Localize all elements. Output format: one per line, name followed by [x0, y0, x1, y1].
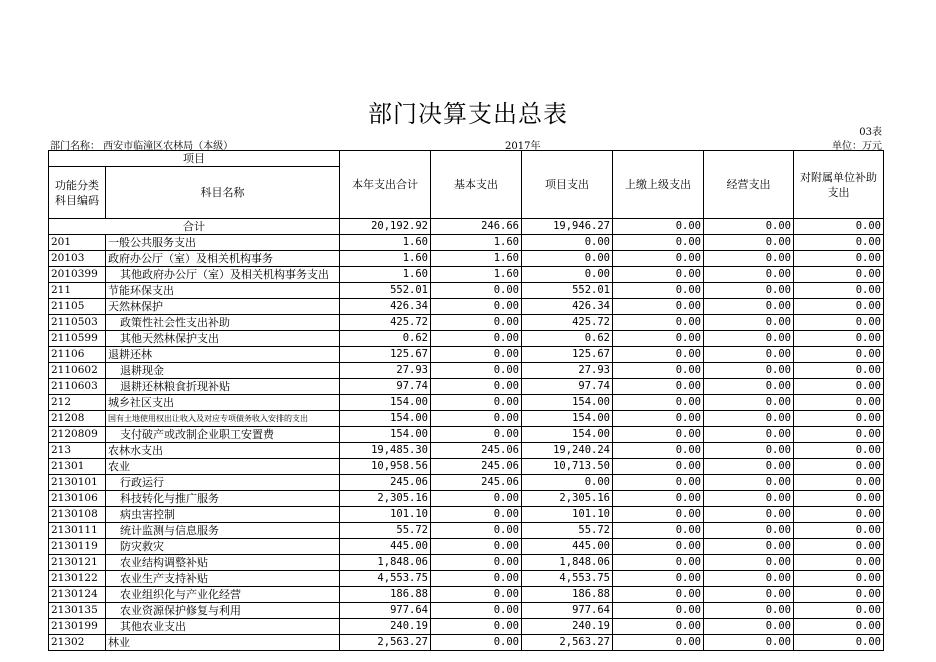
amount-cell: 0.00: [704, 443, 794, 459]
total-value: 0.00: [613, 219, 704, 235]
subject-name: 节能环保支出: [106, 283, 340, 299]
subject-name: 农业: [106, 459, 340, 475]
table-row: [49, 267, 884, 283]
amount-cell: 0.00: [794, 251, 884, 267]
amount-cell: 0.00: [613, 347, 704, 363]
amount-cell: 97.74: [522, 379, 613, 395]
header-business: 经营支出: [704, 151, 794, 219]
amount-cell: 0.00: [431, 523, 522, 539]
amount-cell: 1.60: [431, 251, 522, 267]
amount-cell: 0.00: [794, 507, 884, 523]
amount-cell: 0.00: [522, 251, 613, 267]
amount-cell: 154.00: [522, 411, 613, 427]
amount-cell: 19,485.30: [340, 443, 431, 459]
amount-cell: 0.00: [704, 523, 794, 539]
amount-cell: 977.64: [522, 603, 613, 619]
subject-code: 21208: [49, 411, 106, 427]
subject-code: 2130101: [49, 475, 106, 491]
amount-cell: 0.00: [794, 539, 884, 555]
amount-cell: 0.00: [794, 475, 884, 491]
amount-cell: 0.00: [431, 427, 522, 443]
amount-cell: 1,848.06: [522, 555, 613, 571]
amount-cell: 426.34: [340, 299, 431, 315]
subject-code: 212: [49, 395, 106, 411]
amount-cell: 0.00: [794, 459, 884, 475]
amount-cell: 552.01: [340, 283, 431, 299]
amount-cell: 0.00: [704, 459, 794, 475]
subject-code: 2130108: [49, 507, 106, 523]
subject-code: 2110602: [49, 363, 106, 379]
subject-code: 20103: [49, 251, 106, 267]
table-row: [49, 347, 884, 363]
amount-cell: 425.72: [522, 315, 613, 331]
amount-cell: 0.00: [794, 283, 884, 299]
amount-cell: 0.00: [431, 363, 522, 379]
subject-code: 2010399: [49, 267, 106, 283]
header-basic: 基本支出: [431, 151, 522, 219]
amount-cell: 0.00: [704, 587, 794, 603]
amount-cell: 0.00: [704, 315, 794, 331]
amount-cell: 425.72: [340, 315, 431, 331]
amount-cell: 125.67: [522, 347, 613, 363]
subject-code: 2130111: [49, 523, 106, 539]
amount-cell: 1.60: [431, 235, 522, 251]
amount-cell: 0.00: [613, 443, 704, 459]
amount-cell: 0.00: [431, 571, 522, 587]
table-row: [49, 235, 884, 251]
subject-code: 2130124: [49, 587, 106, 603]
amount-cell: 2,305.16: [340, 491, 431, 507]
amount-cell: 0.00: [794, 315, 884, 331]
subject-code: 2130122: [49, 571, 106, 587]
table-row: [49, 539, 884, 555]
subject-code: 2110503: [49, 315, 106, 331]
amount-cell: 0.00: [794, 267, 884, 283]
amount-cell: 0.00: [431, 331, 522, 347]
amount-cell: 186.88: [340, 587, 431, 603]
amount-cell: 0.00: [613, 411, 704, 427]
table-row: [49, 523, 884, 539]
amount-cell: 27.93: [340, 363, 431, 379]
amount-cell: 0.00: [704, 283, 794, 299]
amount-cell: 0.00: [704, 555, 794, 571]
amount-cell: 0.00: [704, 571, 794, 587]
subject-name: 农业生产支持补贴: [106, 571, 340, 587]
table-row: [49, 571, 884, 587]
amount-cell: 0.00: [794, 395, 884, 411]
amount-cell: 0.00: [794, 443, 884, 459]
subject-code: 2120809: [49, 427, 106, 443]
subject-code: 21301: [49, 459, 106, 475]
subject-name: 科技转化与推广服务: [106, 491, 340, 507]
table-row: [49, 363, 884, 379]
amount-cell: 0.00: [613, 363, 704, 379]
subject-name: 统计监测与信息服务: [106, 523, 340, 539]
amount-cell: 0.00: [794, 331, 884, 347]
subject-code: 2110603: [49, 379, 106, 395]
subject-code: 201: [49, 235, 106, 251]
amount-cell: 245.06: [431, 459, 522, 475]
subject-name: 农林水支出: [106, 443, 340, 459]
amount-cell: 0.00: [794, 363, 884, 379]
amount-cell: 0.00: [613, 507, 704, 523]
expenditure-table: [48, 150, 884, 651]
amount-cell: 0.00: [704, 251, 794, 267]
amount-cell: 2,305.16: [522, 491, 613, 507]
subject-name: 政府办公厅（室）及相关机构事务: [106, 251, 340, 267]
subject-name: 农业结构调整补贴: [106, 555, 340, 571]
amount-cell: 0.00: [431, 395, 522, 411]
table-row: [49, 427, 884, 443]
header-code: 功能分类科目编码: [49, 167, 106, 219]
amount-cell: 1.60: [431, 267, 522, 283]
amount-cell: 0.00: [794, 411, 884, 427]
table-number-tag: 03表: [859, 127, 882, 138]
amount-cell: 0.00: [794, 347, 884, 363]
table-row: [49, 379, 884, 395]
subject-name: 病虫害控制: [106, 507, 340, 523]
amount-cell: 101.10: [340, 507, 431, 523]
amount-cell: 0.00: [613, 331, 704, 347]
subject-code: 21105: [49, 299, 106, 315]
subject-code: 21302: [49, 635, 106, 651]
table-row: [49, 475, 884, 491]
amount-cell: 0.00: [613, 395, 704, 411]
amount-cell: 0.62: [522, 331, 613, 347]
table-row: [49, 587, 884, 603]
amount-cell: 0.00: [704, 347, 794, 363]
amount-cell: 1.60: [340, 251, 431, 267]
amount-cell: 0.00: [613, 251, 704, 267]
amount-cell: 0.00: [704, 395, 794, 411]
amount-cell: 0.00: [704, 331, 794, 347]
amount-cell: 0.00: [613, 539, 704, 555]
header-subsidy: 对附属单位补助支出: [794, 151, 884, 219]
amount-cell: 0.00: [794, 299, 884, 315]
amount-cell: 0.00: [613, 315, 704, 331]
amount-cell: 0.00: [613, 427, 704, 443]
amount-cell: 0.00: [794, 379, 884, 395]
amount-cell: 0.00: [704, 363, 794, 379]
amount-cell: 0.00: [704, 603, 794, 619]
table-row: [49, 619, 884, 635]
amount-cell: 0.00: [704, 411, 794, 427]
amount-cell: 27.93: [522, 363, 613, 379]
amount-cell: 101.10: [522, 507, 613, 523]
table-row: [49, 283, 884, 299]
table-row: [49, 299, 884, 315]
subject-name: 退耕还林粮食折现补贴: [106, 379, 340, 395]
amount-cell: 245.06: [431, 443, 522, 459]
amount-cell: 552.01: [522, 283, 613, 299]
amount-cell: 154.00: [340, 395, 431, 411]
amount-cell: 55.72: [522, 523, 613, 539]
amount-cell: 0.00: [704, 475, 794, 491]
subject-name: 其他政府办公厅（室）及相关机构事务支出: [106, 267, 340, 283]
amount-cell: 445.00: [340, 539, 431, 555]
header-name: 科目名称: [106, 167, 340, 219]
amount-cell: 0.00: [431, 619, 522, 635]
amount-cell: 0.00: [704, 427, 794, 443]
amount-cell: 0.00: [794, 635, 884, 651]
amount-cell: 19,240.24: [522, 443, 613, 459]
amount-cell: 0.00: [794, 619, 884, 635]
amount-cell: 0.00: [704, 379, 794, 395]
subject-name: 支付破产或改制企业职工安置费: [106, 427, 340, 443]
amount-cell: 0.00: [613, 475, 704, 491]
amount-cell: 10,958.56: [340, 459, 431, 475]
amount-cell: 1,848.06: [340, 555, 431, 571]
amount-cell: 0.00: [431, 555, 522, 571]
amount-cell: 0.00: [431, 587, 522, 603]
total-value: 20,192.92: [340, 219, 431, 235]
amount-cell: 2,563.27: [522, 635, 613, 651]
total-value: 0.00: [794, 219, 884, 235]
amount-cell: 0.00: [613, 571, 704, 587]
amount-cell: 186.88: [522, 587, 613, 603]
amount-cell: 0.00: [704, 635, 794, 651]
subject-code: 211: [49, 283, 106, 299]
amount-cell: 0.00: [431, 299, 522, 315]
amount-cell: 0.00: [431, 283, 522, 299]
amount-cell: 445.00: [522, 539, 613, 555]
subject-code: 2110599: [49, 331, 106, 347]
amount-cell: 0.00: [704, 507, 794, 523]
amount-cell: 0.00: [794, 491, 884, 507]
amount-cell: 426.34: [522, 299, 613, 315]
amount-cell: 0.00: [794, 587, 884, 603]
subject-code: 2130135: [49, 603, 106, 619]
subject-name: 政策性社会性支出补助: [106, 315, 340, 331]
amount-cell: 0.00: [794, 603, 884, 619]
subject-name: 国有土地使用权出让收入及对应专项债务收入安排的支出: [106, 411, 340, 427]
amount-cell: 0.00: [794, 555, 884, 571]
amount-cell: 10,713.50: [522, 459, 613, 475]
header-item: 项目: [49, 151, 340, 167]
subject-code: 2130121: [49, 555, 106, 571]
amount-cell: 4,553.75: [522, 571, 613, 587]
amount-cell: 0.00: [431, 539, 522, 555]
amount-cell: 0.00: [613, 267, 704, 283]
amount-cell: 0.00: [704, 539, 794, 555]
amount-cell: 0.00: [613, 619, 704, 635]
amount-cell: 0.00: [431, 379, 522, 395]
amount-cell: 0.00: [522, 235, 613, 251]
total-value: 19,946.27: [522, 219, 613, 235]
amount-cell: 0.00: [613, 235, 704, 251]
amount-cell: 0.00: [431, 411, 522, 427]
amount-cell: 0.00: [613, 635, 704, 651]
amount-cell: 245.06: [340, 475, 431, 491]
amount-cell: 245.06: [431, 475, 522, 491]
amount-cell: 154.00: [522, 395, 613, 411]
amount-cell: 0.00: [522, 475, 613, 491]
amount-cell: 0.00: [613, 283, 704, 299]
amount-cell: 0.00: [794, 523, 884, 539]
subject-code: 2130199: [49, 619, 106, 635]
amount-cell: 55.72: [340, 523, 431, 539]
header-total: 本年支出合计: [340, 151, 431, 219]
subject-name: 农业组织化与产业化经营: [106, 587, 340, 603]
subject-name: 林业: [106, 635, 340, 651]
subject-name: 一般公共服务支出: [106, 235, 340, 251]
table-row: [49, 507, 884, 523]
header-upper: 上缴上级支出: [613, 151, 704, 219]
amount-cell: 1.60: [340, 267, 431, 283]
table-row: [49, 395, 884, 411]
total-value: 0.00: [704, 219, 794, 235]
table-row: [49, 555, 884, 571]
table-row: [49, 443, 884, 459]
amount-cell: 0.00: [704, 619, 794, 635]
subject-name: 退耕还林: [106, 347, 340, 363]
amount-cell: 240.19: [522, 619, 613, 635]
subject-name: 城乡社区支出: [106, 395, 340, 411]
amount-cell: 0.00: [613, 379, 704, 395]
amount-cell: 0.00: [794, 235, 884, 251]
total-row: [49, 219, 884, 235]
table-row: [49, 603, 884, 619]
amount-cell: 0.00: [613, 603, 704, 619]
department-name: 部门名称： 西安市临潼区农林局（本级）: [50, 141, 234, 152]
amount-cell: 2,563.27: [340, 635, 431, 651]
amount-cell: 0.00: [613, 299, 704, 315]
amount-cell: 0.00: [522, 267, 613, 283]
amount-cell: 0.00: [613, 555, 704, 571]
amount-cell: 0.00: [431, 603, 522, 619]
subject-name: 农业资源保护修复与利用: [106, 603, 340, 619]
table-row: [49, 331, 884, 347]
table-row: [49, 635, 884, 651]
amount-cell: 0.62: [340, 331, 431, 347]
table-row: [49, 491, 884, 507]
amount-cell: 0.00: [431, 507, 522, 523]
amount-cell: 154.00: [340, 411, 431, 427]
amount-cell: 0.00: [704, 491, 794, 507]
table-row: [49, 251, 884, 267]
amount-cell: 1.60: [340, 235, 431, 251]
total-label: 合计: [49, 219, 340, 235]
subject-name: 行政运行: [106, 475, 340, 491]
amount-cell: 0.00: [794, 571, 884, 587]
amount-cell: 154.00: [522, 427, 613, 443]
subject-code: 2130106: [49, 491, 106, 507]
subject-name: 天然林保护: [106, 299, 340, 315]
amount-cell: 0.00: [613, 587, 704, 603]
subject-name: 退耕现金: [106, 363, 340, 379]
subject-name: 防灾救灾: [106, 539, 340, 555]
amount-cell: 0.00: [431, 635, 522, 651]
amount-cell: 0.00: [431, 315, 522, 331]
amount-cell: 154.00: [340, 427, 431, 443]
amount-cell: 0.00: [613, 459, 704, 475]
subject-name: 其他农业支出: [106, 619, 340, 635]
amount-cell: 240.19: [340, 619, 431, 635]
amount-cell: 0.00: [704, 299, 794, 315]
amount-cell: 97.74: [340, 379, 431, 395]
amount-cell: 0.00: [794, 427, 884, 443]
amount-cell: 125.67: [340, 347, 431, 363]
amount-cell: 4,553.75: [340, 571, 431, 587]
subject-name: 其他天然林保护支出: [106, 331, 340, 347]
amount-cell: 0.00: [613, 523, 704, 539]
table-row: [49, 459, 884, 475]
table-row: [49, 411, 884, 427]
fiscal-year: 2017年: [505, 141, 541, 152]
page-title: 部门决算支出总表: [368, 100, 568, 128]
amount-cell: 0.00: [431, 347, 522, 363]
amount-cell: 0.00: [613, 491, 704, 507]
currency-unit: 单位：万元: [832, 141, 882, 152]
header-project: 项目支出: [522, 151, 613, 219]
subject-code: 213: [49, 443, 106, 459]
amount-cell: 0.00: [431, 491, 522, 507]
subject-code: 2130119: [49, 539, 106, 555]
amount-cell: 0.00: [704, 267, 794, 283]
table-row: [49, 315, 884, 331]
subject-code: 21106: [49, 347, 106, 363]
total-value: 246.66: [431, 219, 522, 235]
amount-cell: 0.00: [704, 235, 794, 251]
amount-cell: 977.64: [340, 603, 431, 619]
